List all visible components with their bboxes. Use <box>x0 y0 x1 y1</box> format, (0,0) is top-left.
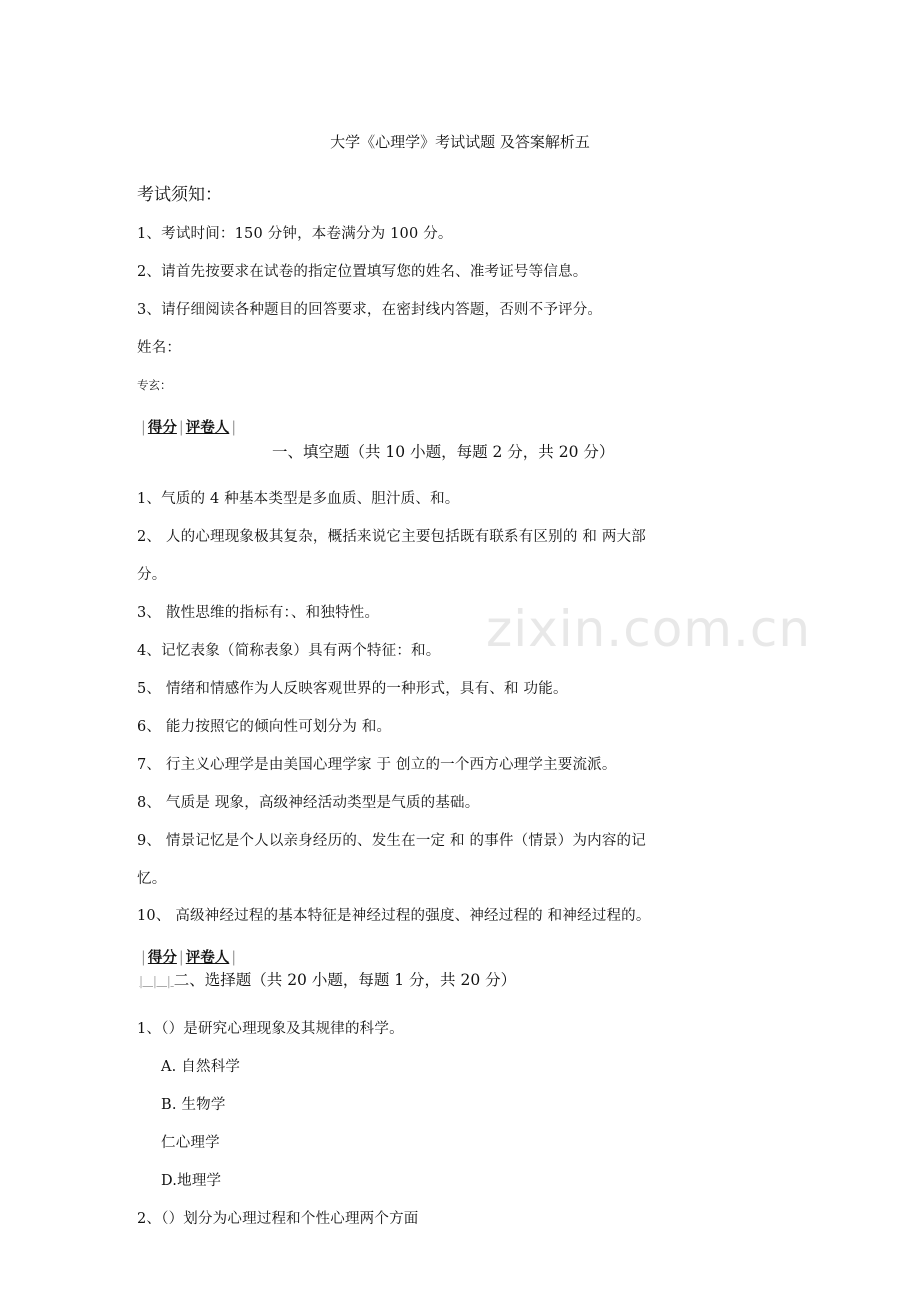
question-item: 9、 情景记忆是个人以亲身经历的、发生在一定 和 的事件（情景）为内容的记 <box>137 833 646 849</box>
notice-item: 3、请仔细阅读各种题目的回答要求，在密封线内答题，否则不予评分。 <box>137 302 603 318</box>
option-item: 仁心理学 <box>161 1135 220 1151</box>
question-item: 忆。 <box>137 871 167 887</box>
option-item: A. 自然科学 <box>161 1059 241 1075</box>
notice-item: 2、请首先按要求在试卷的指定位置填写您的姓名、准考证号等信息。 <box>137 264 588 280</box>
major-field-label: 专玄： <box>137 378 172 392</box>
question-item: 10、 高级神经过程的基本特征是神经过程的强度、神经过程的 和神经过程的。 <box>137 908 651 924</box>
name-field-label: 姓名： <box>137 340 182 356</box>
section2-title: 二、选择题（共 20 小题，每题 1 分，共 20 分） <box>173 971 517 989</box>
question-item: 7、 行主义心理学是由美国心理学家 于 创立的一个西方心理学主要流派。 <box>137 757 617 773</box>
question-stem: 2、（）划分为心理过程和个性心理两个方面 <box>137 1211 419 1227</box>
score-box: | 得分 | 评卷人 | <box>141 949 237 966</box>
score-label: 得分 <box>147 419 177 436</box>
question-item: 8、 气质是 现象，高级神经活动类型是气质的基础。 <box>137 795 480 811</box>
question-item: 3、 散性思维的指标有：、和独特性。 <box>137 605 380 621</box>
score-box: | 得分 | 评卷人 | <box>141 419 237 436</box>
question-stem: 1、（）是研究心理现象及其规律的科学。 <box>137 1021 404 1037</box>
section2-header <box>139 968 516 990</box>
section2-marks: | | | <box>139 974 174 988</box>
watermark: zixin.com.cn <box>486 600 812 658</box>
question-item: 5、 情绪和情感作为人反映客观世界的一种形式，具有、和 功能。 <box>137 681 568 697</box>
question-item: 6、 能力按照它的倾向性可划分为 和。 <box>137 719 392 735</box>
score-label: 得分 <box>147 949 177 966</box>
grader-label: 评卷人 <box>185 949 230 966</box>
question-item: 1、气质的 4 种基本类型是多血质、胆汁质、和。 <box>137 491 460 507</box>
question-item: 4、记忆表象（简称表象）具有两个特征：和。 <box>137 643 441 659</box>
grader-label: 评卷人 <box>185 419 230 436</box>
notice-item: 1、考试时间：150 分钟，本卷满分为 100 分。 <box>137 226 453 242</box>
option-item: B. 生物学 <box>161 1097 226 1113</box>
page-title: 大学《心理学》考试试题 及答案解析五 <box>330 133 590 151</box>
notice-heading: 考试须知： <box>137 185 222 205</box>
question-item: 分。 <box>137 567 167 583</box>
section1-title: 一、填空题（共 10 小题，每题 2 分，共 20 分） <box>272 443 615 461</box>
question-item: 2、 人的心理现象极其复杂，概括来说它主要包括既有联系有区别的 和 两大部 <box>137 529 646 545</box>
option-item: D.地理学 <box>161 1173 222 1189</box>
